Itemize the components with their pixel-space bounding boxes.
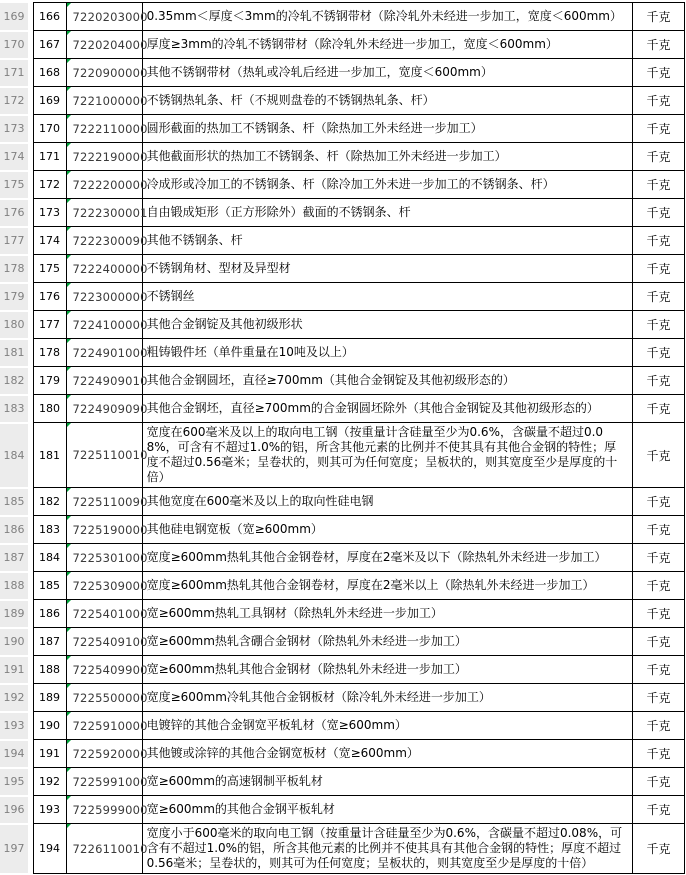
hs-code-text: 7225910000: [72, 718, 148, 733]
unit-cell[interactable]: 千克: [632, 488, 684, 516]
hs-code-cell[interactable]: [66, 488, 148, 516]
table-row: [0, 367, 685, 395]
sequence-cell[interactable]: 191: [33, 740, 66, 768]
table-row: [0, 311, 685, 339]
table-row: [0, 171, 685, 199]
description-cell[interactable]: 其他镀或涂锌的其他合金钢宽板材（宽≥600mm）: [142, 740, 632, 768]
number-stored-as-text-triangle-icon: [67, 656, 71, 660]
unit-cell[interactable]: 千克: [632, 600, 684, 628]
number-stored-as-text-triangle-icon: [67, 600, 71, 604]
unit-cell[interactable]: 千克: [632, 143, 684, 171]
number-stored-as-text-triangle-icon: [67, 488, 71, 492]
number-stored-as-text-triangle-icon: [67, 283, 71, 287]
sequence-cell[interactable]: 179: [33, 367, 66, 395]
number-stored-as-text-triangle-icon: [67, 367, 71, 371]
unit-cell[interactable]: 千克: [632, 87, 684, 115]
table-row: [0, 423, 685, 488]
description-cell[interactable]: 其他合金钢坯，直径≥700mm的合金钢圆坯除外（其他合金钢锭及其他初级形态的）: [142, 395, 632, 423]
excel-row-header[interactable]: 171: [0, 59, 28, 87]
sequence-cell[interactable]: 170: [33, 115, 66, 143]
excel-row-header[interactable]: 195: [0, 768, 28, 796]
hs-code-text: 7225999000: [72, 802, 148, 817]
hs-code-text: 7221000000: [72, 93, 148, 108]
unit-cell[interactable]: 千克: [632, 516, 684, 544]
description-cell[interactable]: 厚度≥3mm的冷轧不锈钢带材（除冷轧外未经进一步加工，宽度＜600mm）: [142, 31, 632, 59]
unit-cell[interactable]: 千克: [632, 31, 684, 59]
excel-row-header[interactable]: 182: [0, 367, 28, 395]
description-cell[interactable]: 其他不锈钢条、杆: [142, 227, 632, 255]
hs-code-text: 7220900000: [72, 65, 148, 80]
description-cell[interactable]: 宽≥600mm热轧工具钢材（除热轧外未经进一步加工）: [142, 600, 632, 628]
hs-code-text: 7225500000: [72, 690, 148, 705]
unit-cell[interactable]: 千克: [632, 115, 684, 143]
number-stored-as-text-triangle-icon: [67, 59, 71, 63]
hs-code-text: 7226110010: [72, 841, 148, 856]
sequence-cell[interactable]: 176: [33, 283, 66, 311]
excel-row-header[interactable]: 183: [0, 395, 28, 423]
excel-row-header[interactable]: 196: [0, 796, 28, 824]
unit-cell[interactable]: 千克: [632, 628, 684, 656]
sequence-cell[interactable]: 187: [33, 628, 66, 656]
number-stored-as-text-triangle-icon: [67, 572, 71, 576]
number-stored-as-text-triangle-icon: [67, 712, 71, 716]
unit-cell[interactable]: 千克: [632, 311, 684, 339]
number-stored-as-text-triangle-icon: [67, 423, 71, 427]
sequence-cell[interactable]: 166: [33, 3, 66, 31]
unit-cell[interactable]: 千克: [632, 199, 684, 227]
excel-row-header[interactable]: 190: [0, 628, 28, 656]
excel-row-header[interactable]: 188: [0, 572, 28, 600]
table-row: [0, 227, 685, 255]
unit-cell[interactable]: 千克: [632, 283, 684, 311]
description-cell[interactable]: 宽≥600mm热轧含硼合金钢材（除热轧外未经进一步加工）: [142, 628, 632, 656]
table-row: [0, 395, 685, 423]
table-row: [0, 3, 685, 31]
hs-code-text: 7224909090: [72, 401, 148, 416]
sequence-cell[interactable]: 171: [33, 143, 66, 171]
hs-code-text: 7222190000: [72, 149, 148, 164]
description-cell[interactable]: 宽≥600mm热轧其他合金钢材（除热轧外未经进一步加工）: [142, 656, 632, 684]
unit-cell[interactable]: 千克: [632, 544, 684, 572]
hs-code-cell[interactable]: [66, 768, 148, 796]
excel-row-header[interactable]: 174: [0, 143, 28, 171]
description-cell[interactable]: 其他硅电钢宽板（宽≥600mm）: [142, 516, 632, 544]
number-stored-as-text-triangle-icon: [67, 143, 71, 147]
hs-code-text: 7222300001: [72, 205, 148, 220]
hs-code-cell[interactable]: [66, 516, 148, 544]
unit-cell[interactable]: 千克: [632, 367, 684, 395]
hs-code-text: 7225401000: [72, 606, 148, 621]
number-stored-as-text-triangle-icon: [67, 824, 71, 828]
hs-code-cell[interactable]: [66, 31, 148, 59]
sequence-cell[interactable]: 174: [33, 227, 66, 255]
table-row: [0, 488, 685, 516]
hs-code-cell[interactable]: [66, 796, 148, 824]
hs-code-text: 7224909010: [72, 373, 148, 388]
sequence-cell[interactable]: 167: [33, 31, 66, 59]
hs-code-cell[interactable]: [66, 339, 148, 367]
number-stored-as-text-triangle-icon: [67, 311, 71, 315]
table-row: [0, 600, 685, 628]
hs-code-cell[interactable]: [66, 684, 148, 712]
sequence-cell[interactable]: 173: [33, 199, 66, 227]
excel-row-header[interactable]: 191: [0, 656, 28, 684]
number-stored-as-text-triangle-icon: [67, 339, 71, 343]
description-cell[interactable]: 其他宽度在600毫米及以上的取向性硅电钢: [142, 488, 632, 516]
number-stored-as-text-triangle-icon: [67, 31, 71, 35]
hs-code-text: 7224901000: [72, 345, 148, 360]
description-cell[interactable]: 宽度≥600mm冷轧其他合金钢板材（除冷轧外未经进一步加工）: [142, 684, 632, 712]
unit-cell[interactable]: 千克: [632, 171, 684, 199]
excel-row-header[interactable]: 193: [0, 712, 28, 740]
hs-code-text: 7225110090: [72, 494, 148, 509]
excel-row-header[interactable]: 179: [0, 283, 28, 311]
hs-code-cell[interactable]: [66, 3, 148, 31]
unit-cell[interactable]: 千克: [632, 423, 684, 488]
number-stored-as-text-triangle-icon: [67, 227, 71, 231]
hs-code-text: 7225309000: [72, 578, 148, 593]
unit-cell[interactable]: 千克: [632, 768, 684, 796]
sequence-cell[interactable]: 193: [33, 796, 66, 824]
number-stored-as-text-triangle-icon: [67, 516, 71, 520]
hs-code-cell[interactable]: [66, 199, 148, 227]
description-cell[interactable]: 其他合金钢圆坯，直径≥700mm（其他合金钢锭及其他初级形态的）: [142, 367, 632, 395]
hs-code-text: 7222200000: [72, 177, 148, 192]
excel-row-header[interactable]: 172: [0, 87, 28, 115]
hs-code-cell[interactable]: [66, 59, 148, 87]
hs-code-text: 7225301000: [72, 550, 148, 565]
hs-code-text: 7224100000: [72, 317, 148, 332]
hs-code-text: 7222400000: [72, 261, 148, 276]
table-row: [0, 516, 685, 544]
description-cell[interactable]: 圆形截面的热加工不锈钢条、杆（除热加工外未经进一步加工）: [142, 115, 632, 143]
table-row: [0, 796, 685, 824]
unit-cell[interactable]: 千克: [632, 740, 684, 768]
sequence-cell[interactable]: 175: [33, 255, 66, 283]
sequence-cell[interactable]: 180: [33, 395, 66, 423]
table-row: [0, 115, 685, 143]
table-row: [0, 572, 685, 600]
hs-code-cell[interactable]: [66, 227, 148, 255]
table-row: [0, 339, 685, 367]
description-cell[interactable]: 自由锻成矩形（正方形除外）截面的不锈钢条、杆: [142, 199, 632, 227]
description-cell[interactable]: 不锈钢热轧条、杆（不规则盘卷的不锈钢热轧条、杆）: [142, 87, 632, 115]
number-stored-as-text-triangle-icon: [67, 768, 71, 772]
number-stored-as-text-triangle-icon: [67, 87, 71, 91]
tariff-table-body: [0, 3, 685, 874]
description-cell[interactable]: 不锈钢丝: [142, 283, 632, 311]
sequence-cell[interactable]: 188: [33, 656, 66, 684]
description-cell[interactable]: 宽度≥600mm热轧其他合金钢卷材，厚度在2毫米以上（除热轧外未经进一步加工）: [142, 572, 632, 600]
number-stored-as-text-triangle-icon: [67, 628, 71, 632]
sequence-cell[interactable]: 181: [33, 423, 66, 488]
excel-row-header[interactable]: 189: [0, 600, 28, 628]
sequence-cell[interactable]: 182: [33, 488, 66, 516]
hs-code-cell[interactable]: [66, 311, 148, 339]
sequence-cell[interactable]: 183: [33, 516, 66, 544]
hs-code-cell[interactable]: [66, 572, 148, 600]
excel-row-header[interactable]: 192: [0, 684, 28, 712]
excel-row-header[interactable]: 170: [0, 31, 28, 59]
number-stored-as-text-triangle-icon: [67, 115, 71, 119]
unit-cell[interactable]: 千克: [632, 824, 684, 874]
hs-code-cell[interactable]: [66, 712, 148, 740]
table-row: [0, 544, 685, 572]
table-row: [0, 712, 685, 740]
number-stored-as-text-triangle-icon: [67, 199, 71, 203]
description-cell[interactable]: 电镀锌的其他合金钢宽平板轧材（宽≥600mm）: [142, 712, 632, 740]
description-cell[interactable]: 冷成形或冷加工的不锈钢条、杆（除冷加工外未进一步加工的不锈钢条、杆）: [142, 171, 632, 199]
sequence-cell[interactable]: 172: [33, 171, 66, 199]
hs-code-cell[interactable]: [66, 367, 148, 395]
table-row: [0, 143, 685, 171]
hs-code-cell[interactable]: [66, 171, 148, 199]
table-row: [0, 628, 685, 656]
table-row: [0, 740, 685, 768]
hs-code-text: 7225991000: [72, 774, 148, 789]
excel-row-header[interactable]: 186: [0, 516, 28, 544]
description-cell[interactable]: 宽度≥600mm热轧其他合金钢卷材，厚度在2毫米及以下（除热轧外未经进一步加工）: [142, 544, 632, 572]
hs-code-text: 7225409100: [72, 634, 148, 649]
number-stored-as-text-triangle-icon: [67, 796, 71, 800]
sequence-cell[interactable]: 168: [33, 59, 66, 87]
unit-cell[interactable]: 千克: [632, 395, 684, 423]
hs-code-cell[interactable]: [66, 656, 148, 684]
sequence-cell[interactable]: 189: [33, 684, 66, 712]
sequence-cell[interactable]: 184: [33, 544, 66, 572]
hs-code-text: 7222300090: [72, 233, 148, 248]
hs-code-text: 7223000000: [72, 289, 148, 304]
tariff-table: [0, 2, 685, 875]
number-stored-as-text-triangle-icon: [67, 740, 71, 744]
table-row: [0, 283, 685, 311]
unit-cell[interactable]: 千克: [632, 796, 684, 824]
table-row: [0, 255, 685, 283]
hs-code-cell[interactable]: [66, 115, 148, 143]
description-cell[interactable]: 宽≥600mm的高速钢制平板轧材: [142, 768, 632, 796]
description-cell[interactable]: 其他合金钢锭及其他初级形状: [142, 311, 632, 339]
sequence-cell[interactable]: 178: [33, 339, 66, 367]
sequence-cell[interactable]: 190: [33, 712, 66, 740]
hs-code-cell[interactable]: [66, 395, 148, 423]
hs-code-text: 7225920000: [72, 746, 148, 761]
sequence-cell[interactable]: 192: [33, 768, 66, 796]
hs-code-cell[interactable]: [66, 600, 148, 628]
excel-row-header[interactable]: 178: [0, 255, 28, 283]
sequence-cell[interactable]: 186: [33, 600, 66, 628]
description-cell[interactable]: 其他截面形状的热加工不锈钢条、杆（除热加工外未经进一步加工）: [142, 143, 632, 171]
number-stored-as-text-triangle-icon: [67, 395, 71, 399]
number-stored-as-text-triangle-icon: [67, 3, 71, 7]
unit-cell[interactable]: 千克: [632, 712, 684, 740]
description-cell[interactable]: 宽度小于600毫米的取向电工钢（按重量计含硅量至少为0.6%，含碳量不超过0.08%，可含有不超过1.0%的铝，所含其他元素的比例并不使其具有其他合金钢的特性；厚度不超过0.56毫米；呈卷状的，则其可为任何宽度；呈板状的，则其宽度至少是厚度的十倍）: [142, 824, 632, 874]
excel-row-header[interactable]: 177: [0, 227, 28, 255]
hs-code-cell[interactable]: [66, 283, 148, 311]
table-row: [0, 31, 685, 59]
table-row: [0, 656, 685, 684]
description-cell[interactable]: 宽度在600毫米及以上的取向电工钢（按重量计含硅量至少为0.6%，含碳量不超过0.08%，可含有不超过1.0%的铝，所含其他元素的比例并不使其具有其他合金钢的特性；厚度不超过0.56毫米；呈卷状的，则其可为任何宽度；呈板状的，则其宽度至少是厚度的十倍）: [142, 423, 632, 488]
excel-row-header[interactable]: 169: [0, 3, 28, 31]
unit-cell[interactable]: 千克: [632, 227, 684, 255]
table-row: [0, 684, 685, 712]
description-cell[interactable]: 其他不锈钢带材（热轧或冷轧后经进一步加工，宽度＜600mm）: [142, 59, 632, 87]
description-cell[interactable]: 粗铸锻件坯（单件重量在10吨及以上）: [142, 339, 632, 367]
sequence-cell[interactable]: 169: [33, 87, 66, 115]
hs-code-text: 7220204000: [72, 37, 148, 52]
description-cell[interactable]: 0.35mm＜厚度＜3mm的冷轧不锈钢带材（除冷轧外未经进一步加工，宽度＜600mm）: [142, 3, 632, 31]
hs-code-text: 7225409900: [72, 662, 148, 677]
excel-row-header[interactable]: 184: [0, 423, 28, 488]
table-row: [0, 768, 685, 796]
sequence-cell[interactable]: 177: [33, 311, 66, 339]
excel-row-header[interactable]: 194: [0, 740, 28, 768]
hs-code-text: 7220203000: [72, 9, 148, 24]
table-row: [0, 199, 685, 227]
unit-cell[interactable]: 千克: [632, 255, 684, 283]
hs-code-cell[interactable]: [66, 544, 148, 572]
excel-row-header[interactable]: 181: [0, 339, 28, 367]
excel-row-header[interactable]: 185: [0, 488, 28, 516]
table-row: [0, 59, 685, 87]
table-row: [0, 824, 685, 874]
number-stored-as-text-triangle-icon: [67, 171, 71, 175]
number-stored-as-text-triangle-icon: [67, 684, 71, 688]
excel-row-header[interactable]: 197: [0, 824, 28, 874]
unit-cell[interactable]: 千克: [632, 684, 684, 712]
hs-code-text: 7225190000: [72, 522, 148, 537]
hs-code-cell[interactable]: [66, 143, 148, 171]
hs-code-cell[interactable]: [66, 824, 148, 874]
excel-row-header[interactable]: 180: [0, 311, 28, 339]
unit-cell[interactable]: 千克: [632, 59, 684, 87]
unit-cell[interactable]: 千克: [632, 656, 684, 684]
unit-cell[interactable]: 千克: [632, 339, 684, 367]
unit-cell[interactable]: 千克: [632, 3, 684, 31]
description-cell[interactable]: 宽≥600mm的其他合金钢平板轧材: [142, 796, 632, 824]
hs-code-cell[interactable]: [66, 423, 148, 488]
sequence-cell[interactable]: 185: [33, 572, 66, 600]
hs-code-cell[interactable]: [66, 87, 148, 115]
number-stored-as-text-triangle-icon: [67, 544, 71, 548]
hs-code-cell[interactable]: [66, 255, 148, 283]
hs-code-text: 7222110000: [72, 121, 148, 136]
excel-row-header[interactable]: 187: [0, 544, 28, 572]
excel-row-header[interactable]: 173: [0, 115, 28, 143]
hs-code-text: 7225110010: [72, 448, 148, 462]
excel-row-header[interactable]: 175: [0, 171, 28, 199]
table-row: [0, 87, 685, 115]
hs-code-cell[interactable]: [66, 740, 148, 768]
excel-row-header[interactable]: 176: [0, 199, 28, 227]
sequence-cell[interactable]: 194: [33, 824, 66, 874]
number-stored-as-text-triangle-icon: [67, 255, 71, 259]
unit-cell[interactable]: 千克: [632, 572, 684, 600]
hs-code-cell[interactable]: [66, 628, 148, 656]
description-cell[interactable]: 不锈钢角材、型材及异型材: [142, 255, 632, 283]
